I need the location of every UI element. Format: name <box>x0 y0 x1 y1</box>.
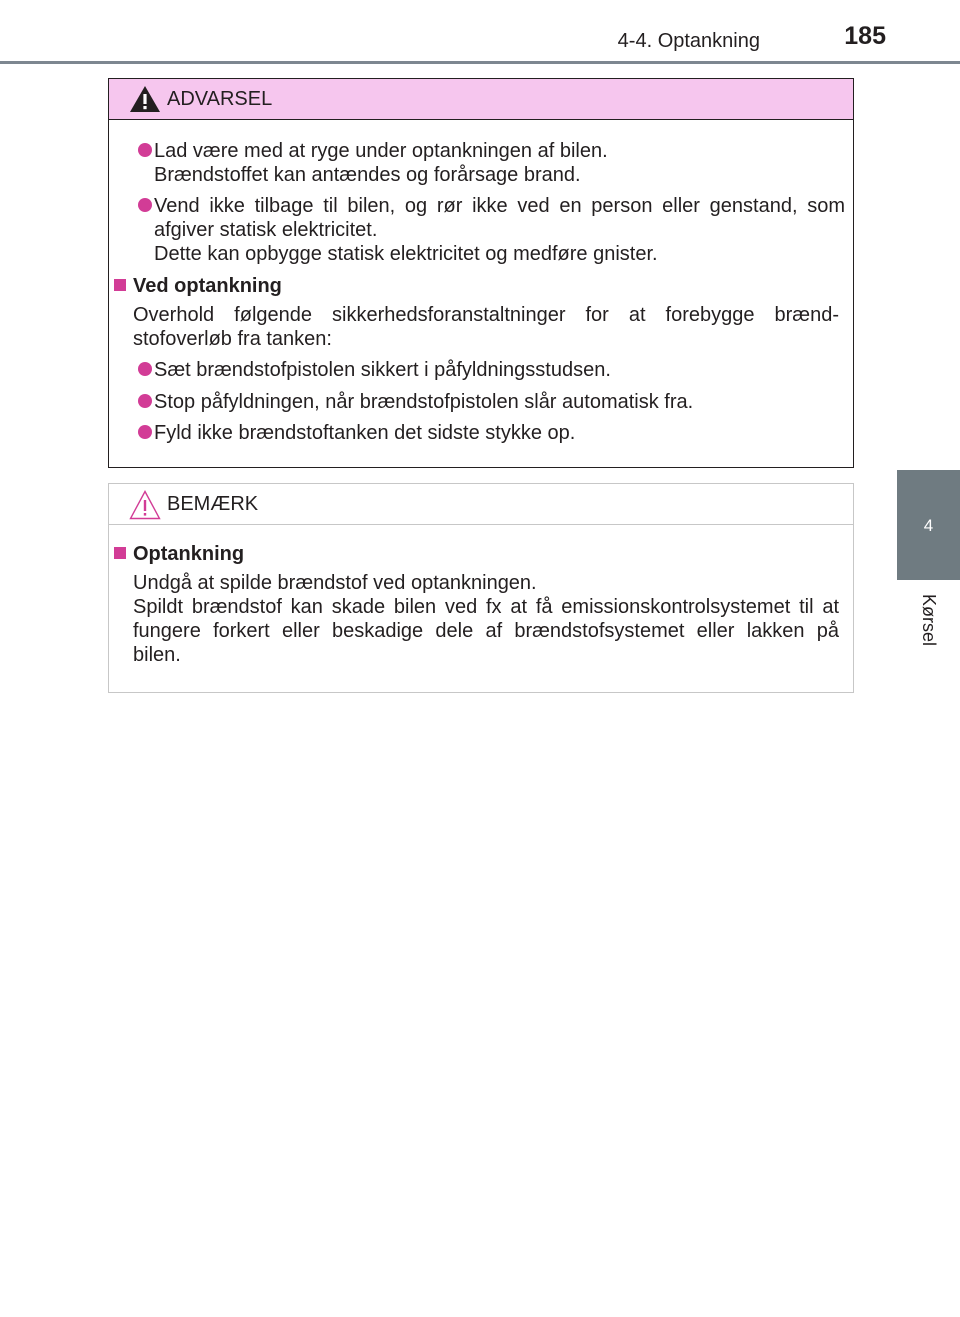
note-heading-text: Optankning <box>133 543 245 565</box>
list-item-text: Brændstoffet kan antændes og forårsage brand. <box>154 164 581 186</box>
list-item-text: Stop påfyldningen, når brændstofpistolen slår automatisk fra. <box>154 391 694 413</box>
header-divider <box>0 61 960 64</box>
list-item-text: Fyld ikke brændstoftanken det sidste stykke op. <box>154 422 576 444</box>
warning-title: ADVARSEL <box>167 88 273 110</box>
note-line: Spildt brændstof kan skade bilen ved fx at få emissionskontrolsystemet til at <box>133 596 839 618</box>
list-item <box>109 358 853 382</box>
subsection-heading <box>109 274 853 298</box>
list-item-text: Lad være med at ryge under optankningen af bilen. <box>154 140 608 162</box>
list-item-text: Vend ikke tilbage til bilen, og rør ikke ved en person eller genstand, som <box>154 195 845 217</box>
page-number: 185 <box>844 22 886 50</box>
chapter-number: 4 <box>923 516 934 535</box>
bullet-icon <box>138 362 152 376</box>
note-line: bilen. <box>133 644 181 666</box>
intro-line: Overhold følgende sikkerhedsforanstaltninger for at forebygge brænd- <box>133 304 839 326</box>
list-item <box>109 421 853 445</box>
bullet-icon <box>138 394 152 408</box>
list-item-text: Dette kan opbygge statisk elektricitet og medføre gnister. <box>154 243 658 265</box>
chapter-label: Kørsel <box>919 594 939 647</box>
warning-header <box>109 79 853 120</box>
list-item-text: afgiver statisk elektricitet. <box>154 219 378 241</box>
note-line: fungere forkert eller beskadige dele af brændstofsystemet eller lakken på <box>133 620 839 642</box>
chapter-tab[interactable] <box>897 470 960 580</box>
subsection-heading-text: Ved optankning <box>133 275 282 297</box>
list-item <box>109 194 853 266</box>
note-heading <box>109 542 853 566</box>
warning-box <box>108 78 854 468</box>
list-item-text: Sæt brændstofpistolen sikkert i påfyldningsstudsen. <box>154 359 611 381</box>
note-body <box>133 571 839 667</box>
list-item <box>109 139 853 187</box>
bullet-icon <box>138 425 152 439</box>
note-header <box>109 484 853 525</box>
subsection-intro <box>133 303 839 351</box>
caution-triangle-icon <box>129 490 161 520</box>
intro-line: stofoverløb fra tanken: <box>133 328 332 350</box>
bullet-icon <box>138 198 152 212</box>
warning-triangle-icon <box>129 85 161 113</box>
note-line: Undgå at spilde brændstof ved optankningen. <box>133 572 537 594</box>
bullet-icon <box>138 143 152 157</box>
list-item <box>109 390 853 414</box>
square-bullet-icon <box>114 279 126 291</box>
note-title: BEMÆRK <box>167 493 259 515</box>
note-box <box>108 483 854 693</box>
section-title: 4-4. Optankning <box>617 30 760 52</box>
square-bullet-icon <box>114 547 126 559</box>
